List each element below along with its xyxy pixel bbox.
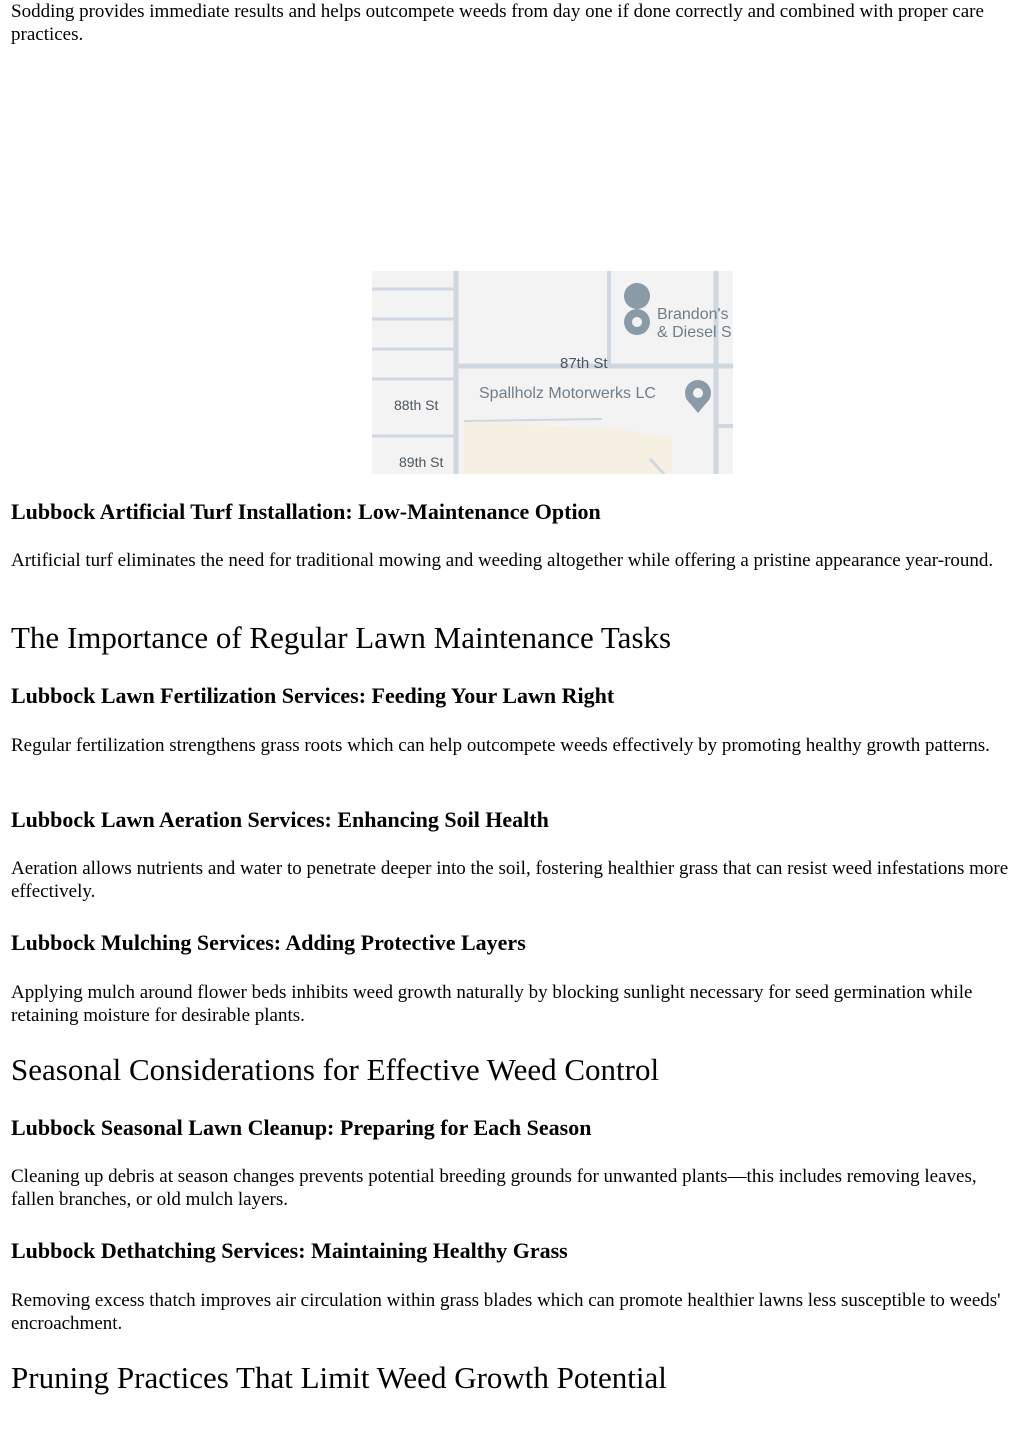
heading-seasonal: Seasonal Considerations for Effective Weed Control: [11, 1052, 660, 1087]
heading-fertilization: Lubbock Lawn Fertilization Services: Feeding Your Lawn Right: [11, 683, 615, 708]
paragraph-seasonal-cleanup: Cleaning up debris at season changes prevents potential breeding grounds for unwanted plants—this includes removing leaves, fallen branches, or old mulch layers.: [11, 1166, 977, 1210]
map-label-diesel: & Diesel S: [657, 324, 732, 341]
heading-dethatching: Lubbock Dethatching Services: Maintaining Healthy Grass: [11, 1238, 568, 1263]
paragraph-artificial-turf: Artificial turf eliminates the need for traditional mowing and weeding altogether while offering a pristine appearance year-round.: [11, 550, 994, 571]
map-label-88th-st: 88th St: [394, 397, 439, 413]
embedded-map[interactable]: [372, 271, 733, 474]
map-label-brandons: Brandon's: [657, 306, 729, 323]
heading-pruning: Pruning Practices That Limit Weed Growth Potential: [11, 1360, 667, 1395]
paragraph-mulching: Applying mulch around flower beds inhibits weed growth naturally by blocking sunlight necessary for seed germination while retaining moisture for desirable plants.: [11, 982, 973, 1026]
heading-aeration: Lubbock Lawn Aeration Services: Enhancing Soil Health: [11, 807, 549, 832]
map-label-spallholz: Spallholz Motorwerks LC: [479, 385, 656, 402]
paragraph-fertilization: Regular fertilization strengthens grass roots which can help outcompete weeds effectively by promoting healthy growth patterns.: [11, 735, 990, 756]
map-canvas: [372, 271, 733, 474]
paragraph-dethatching: Removing excess thatch improves air circulation within grass blades which can promote healthier lawns less susceptible to weeds' encroachment.: [11, 1290, 1001, 1334]
intro-paragraph: Sodding provides immediate results and helps outcompete weeds from day one if done correctly and combined with proper care practices.: [11, 1, 984, 45]
paragraph-aeration: Aeration allows nutrients and water to penetrate deeper into the soil, fostering healthier grass that can resist weed infestations more effectively.: [11, 858, 1009, 902]
heading-seasonal-cleanup: Lubbock Seasonal Lawn Cleanup: Preparing for Each Season: [11, 1115, 592, 1140]
map-label-87th-st: 87th St: [560, 355, 608, 372]
heading-artificial-turf: Lubbock Artificial Turf Installation: Low-Maintenance Option: [11, 499, 601, 524]
heading-mulching: Lubbock Mulching Services: Adding Protective Layers: [11, 930, 526, 955]
map-label-89th-st: 89th St: [399, 454, 444, 470]
heading-maintenance: The Importance of Regular Lawn Maintenance Tasks: [11, 620, 672, 655]
